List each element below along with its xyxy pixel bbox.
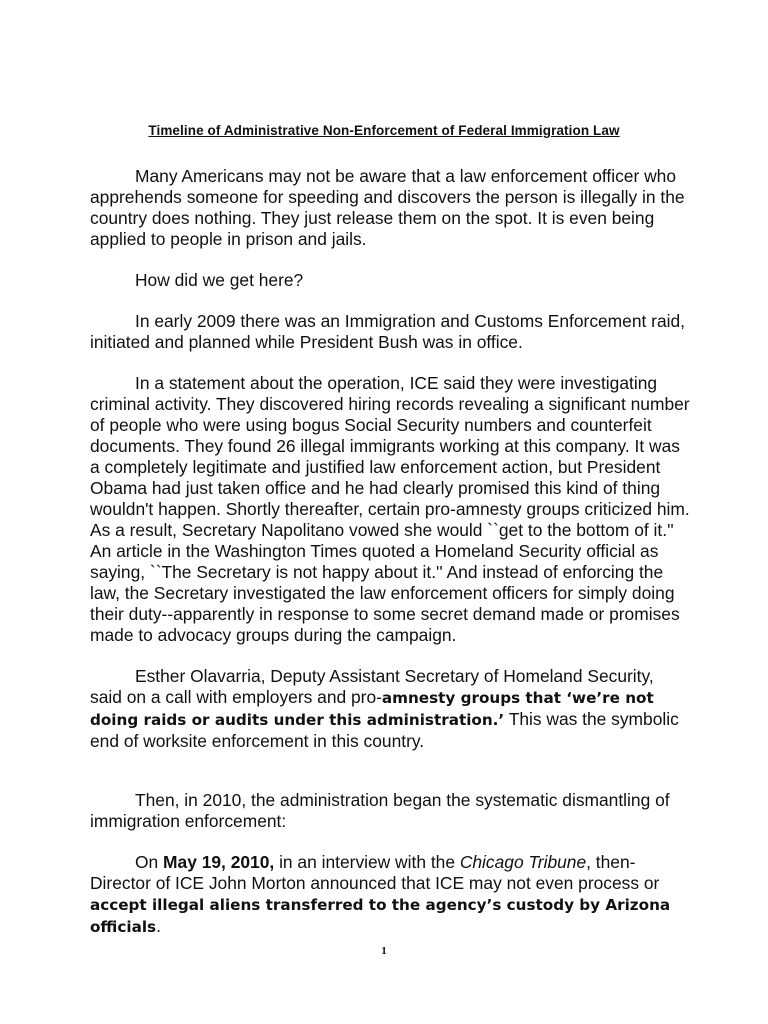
document-body — [90, 166, 690, 958]
paragraph-statement: In a statement about the operation, ICE said they were investigating criminal activity. They discovered hiring records revealing a significant number of people who were using bogus Social Security numbers and counterfeit documents. They found 26 illegal immigrants working at this company. It was a completely legitimate and justified law enforcement action, but President Obama had just taken office and he had clearly promised this kind of thing wouldn't happen. Shortly thereafter, certain pro-amnesty groups criticized him. As a result, Secretary Napolitano vowed she would ``get to the bottom of it.'' An article in the Washington Times quoted a Homeland Security official as saying, ``The Secretary is not happy about it.'' And instead of enforcing the law, the Secretary investigated the law enforcement officers for simply doing their duty--apparently in response to some secret demand made or promises made to advocacy groups during the campaign. — [90, 373, 690, 645]
document-title: Timeline of Administrative Non-Enforcement of Federal Immigration Law — [148, 123, 620, 138]
olavarria-text-2: This was the symbolic end of worksite enforcement in this country. — [90, 709, 679, 751]
may-text-3: , then-Director of ICE John Morton announced that ICE may not even process or — [90, 852, 660, 893]
olavarria-text-1: Esther Olavarria, Deputy Assistant Secretary of Homeland Security, said on a call with employers and pro- — [90, 666, 654, 707]
may-accept-bold: accept illegal aliens transferred to the agency’s custody by Arizona officials — [90, 896, 671, 936]
may-date: May 19, 2010, — [163, 852, 275, 872]
may-text-4: . — [156, 916, 161, 936]
olavarria-quote: amnesty groups that ‘we’re not doing raids or audits under this administration.’ — [90, 689, 654, 729]
paragraph-may-2010 — [90, 852, 690, 938]
paragraph-question: How did we get here? — [135, 270, 304, 290]
paragraph-2010: Then, in 2010, the administration began the systematic dismantling of immigration enforcement: — [90, 790, 670, 831]
may-text-1: On — [135, 852, 164, 872]
paragraph-intro: Many Americans may not be aware that a law enforcement officer who apprehends someone for speeding and discovers the person is illegally in the country does nothing. They just release them on the spot. It is even being applied to people in prison and jails. — [90, 166, 685, 249]
paragraph-olavarria — [90, 666, 690, 752]
page-number: 1 — [381, 945, 387, 957]
paragraph-raid: In early 2009 there was an Immigration and Customs Enforcement raid, initiated and planned while President Bush was in office. — [90, 311, 686, 352]
chicago-tribune: Chicago Tribune — [459, 852, 587, 872]
may-text-2: in an interview with the — [274, 852, 460, 872]
